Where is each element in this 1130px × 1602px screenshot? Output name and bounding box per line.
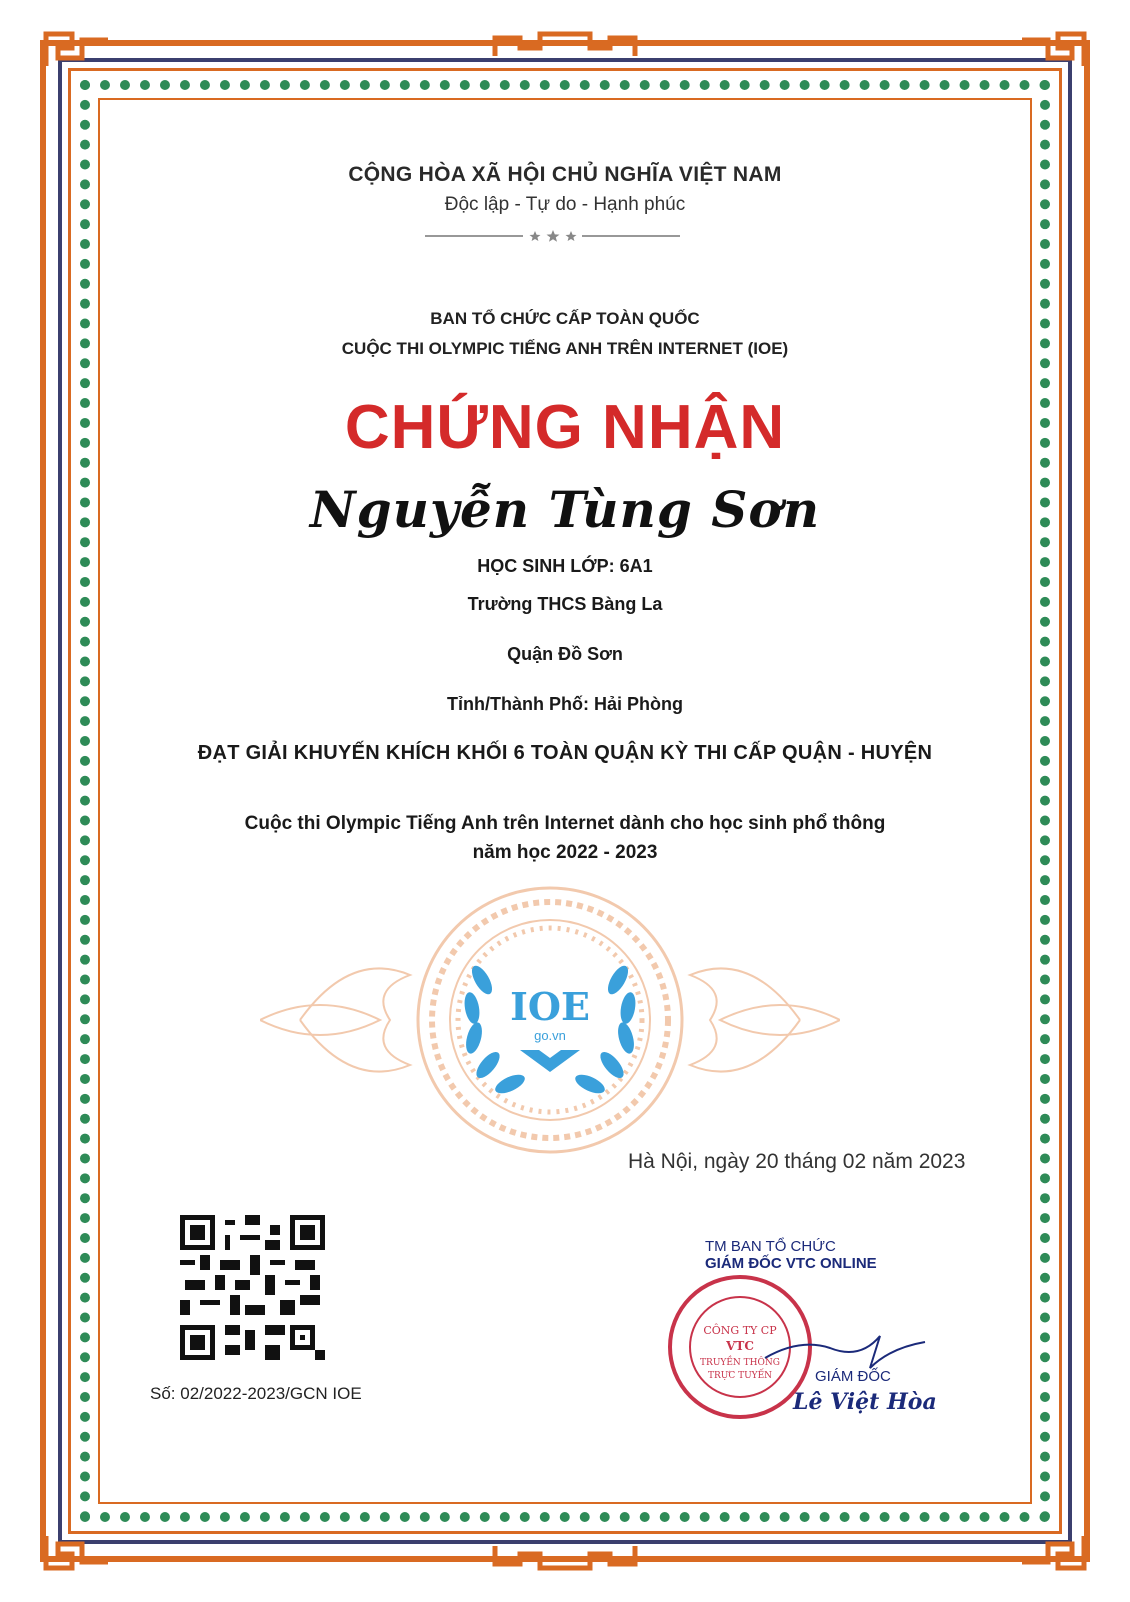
svg-text:VTC: VTC [726,1339,754,1353]
svg-text:TRUYỀN THÔNG: TRUYỀN THÔNG [700,1358,780,1368]
signer-role: GIÁM ĐỐC [815,1368,891,1385]
corner-ornament-icon [1018,28,1088,70]
bottom-center-ornament-icon [490,1542,640,1572]
logo-subtext: go.vn [534,1028,566,1043]
signer-name: Lê Việt Hòa [793,1389,937,1415]
organizer-line-1: BAN TỔ CHỨC CẤP TOÀN QUỐC [430,309,700,328]
svg-text:TRỰC TUYẾN: TRỰC TUYẾN [707,1371,773,1381]
issue-date: Hà Nội, ngày 20 tháng 02 năm 2023 [628,1150,966,1173]
certificate-title: CHỨNG NHẬN [344,393,786,462]
corner-ornament-icon [42,1532,112,1574]
school-name: Trường THCS Bàng La [467,594,663,614]
organizer-line-2: CUỘC THI OLYMPIC TIẾNG ANH TRÊN INTERNET (IOE) [341,339,789,358]
district-name: Quận Đồ Sơn [507,644,623,664]
signature-title-2: GIÁM ĐỐC VTC ONLINE [705,1255,877,1272]
svg-text:CÔNG TY CP: CÔNG TY CP [703,1324,777,1337]
award-text: ĐẠT GIẢI KHUYẾN KHÍCH KHỐI 6 TOÀN QUẬN KỲ THI CẤP QUẬN - HUYỆN [197,742,933,764]
corner-ornament-icon [42,28,112,70]
national-title: CỘNG HÒA XÃ HỘI CHỦ NGHĨA VIỆT NAM [348,163,782,186]
contest-description-line-2: năm học 2022 - 2023 [472,842,658,863]
certificate-serial-number: Số: 02/2022-2023/GCN IOE [150,1384,362,1403]
corner-ornament-icon [1018,1532,1088,1574]
top-center-ornament-icon [490,30,640,60]
recipient-name: Nguyễn Tùng Sơn [309,480,821,539]
ioe-emblem [260,880,840,1160]
logo-text: IOE [510,984,590,1029]
signature-title-1: TM BAN TỔ CHỨC [705,1238,836,1255]
student-class: HỌC SINH LỚP: 6A1 [477,556,653,576]
city-name: Tỉnh/Thành Phố: Hải Phòng [447,694,683,714]
national-motto: Độc lập - Tự do - Hạnh phúc [444,194,686,215]
qr-code-icon[interactable] [180,1215,325,1360]
divider-stars-icon [425,228,680,244]
contest-description-line-1: Cuộc thi Olympic Tiếng Anh trên Internet dành cho học sinh phổ thông [244,813,886,834]
